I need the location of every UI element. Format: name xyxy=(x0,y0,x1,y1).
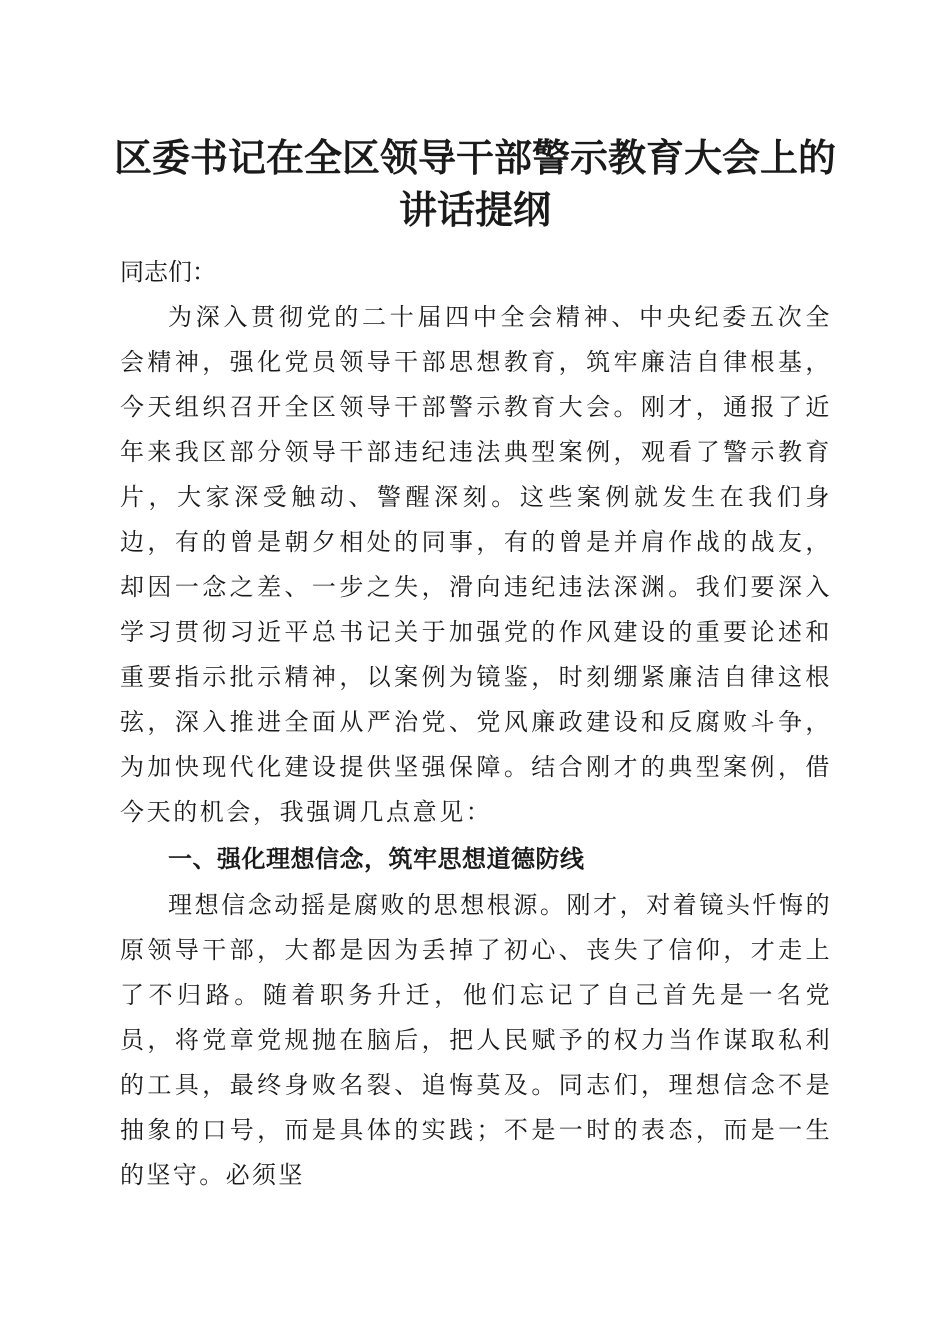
intro-paragraph: 为深入贯彻党的二十届四中全会精神、中央纪委五次全会精神，强化党员领导干部思想教育，筑牢廉洁自律根基，今天组织召开全区领导干部警示教育大会。刚才，通报了近年来我区部分领导干部违纪违法典型案例，观看了警示教育片，大家深受触动、警醒深刻。这些案例就发生在我们身边，有的曾是朝夕相处的同事，有的曾是并肩作战的战友，却因一念之差、一步之失，滑向违纪违法深渊。我们要深入学习贯彻习近平总书记关于加强党的作风建设的重要论述和重要指示批示精神，以案例为镜鉴，时刻绷紧廉洁自律这根弦，深入推进全面从严治党、党风廉政建设和反腐败斗争，为加快现代化建设提供坚强保障。结合刚才的典型案例，借今天的机会，我强调几点意见： xyxy=(120,303,832,826)
document-title: 区委书记在全区领导干部警示教育大会上的讲话提纲 xyxy=(113,135,836,232)
section-heading: 一、强化理想信念，筑牢思想道德防线 xyxy=(168,845,585,873)
salutation: 同志们： xyxy=(120,258,216,286)
section-paragraph: 理想信念动摇是腐败的思想根源。刚才，对着镜头忏悔的原领导干部，大都是因为丢掉了初心、丧失了信仰，才走上了不归路。随着职务升迁，他们忘记了自己首先是一名党员，将党章党规抛在脑后，把人民赋予的权力当作谋取私利的工具，最终身败名裂、追悔莫及。同志们，理想信念不是抽象的口号，而是具体的实践；不是一时的表态，而是一生的坚守。必须坚 xyxy=(120,891,832,1189)
document-body xyxy=(120,250,832,1198)
